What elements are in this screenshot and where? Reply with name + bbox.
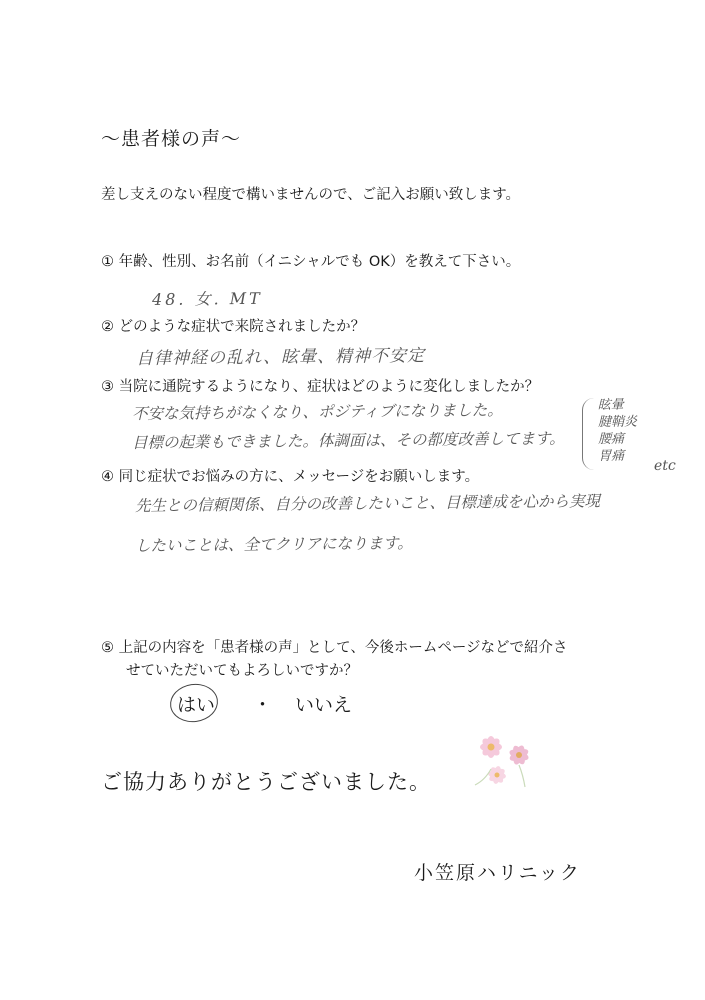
side-note-item: 腰痛	[598, 431, 625, 447]
question-5: ⑤ 上記の内容を「患者様の声」として、今後ホームページなどで紹介さ	[101, 640, 568, 656]
side-note-etc: etc	[653, 457, 676, 474]
consent-separator: ・	[253, 694, 273, 716]
cosmos-flower-illustration	[465, 725, 540, 795]
question-4: ④ 同じ症状でお悩みの方に、メッセージをお願いします。	[101, 469, 480, 485]
flower-icon	[475, 736, 530, 787]
answer-3-line-2: 目標の起業もできました。体調面は、その都度改善してます。	[131, 429, 565, 452]
thanks-message: ご協力ありがとうございました。	[101, 770, 431, 794]
question-3: ③ 当院に通院するようになり、症状はどのように変化しましたか？	[101, 379, 540, 395]
consent-yes-option[interactable]: はい	[177, 694, 216, 716]
consent-no-option[interactable]: いいえ	[295, 694, 353, 716]
side-note-item: 腱鞘炎	[597, 414, 638, 431]
side-note-item: 眩暈	[597, 397, 624, 414]
answer-3-line-1: 不安な気持ちがなくなり、ポジティブになりました。	[131, 401, 503, 423]
answer-4-line-2: したいことは、全てクリアになります。	[134, 534, 413, 555]
clinic-name: 小笠原ハリニック	[414, 862, 581, 884]
question-2: ② どのような症状で来院されましたか？	[101, 319, 366, 335]
answer-1: 48. 女. MT	[151, 288, 263, 309]
page-title: 〜患者様の声〜	[101, 128, 242, 150]
question-5-continued: せていただいてもよろしいですか？	[126, 663, 358, 679]
answer-2: 自律神経の乱れ、眩暈、精神不安定	[135, 345, 426, 369]
side-note-bracket	[582, 398, 595, 470]
intro-text: 差し支えのない程度で構いませんので、ご記入お願い致します。	[101, 187, 521, 203]
answer-4-line-1: 先生との信頼関係、自分の改善したいこと、目標達成を心から実現	[134, 492, 601, 515]
question-1: ① 年齢、性別、お名前（イニシャルでも OK）を教えて下さい。	[101, 254, 521, 270]
side-note-item: 胃痛	[598, 448, 625, 464]
side-note	[598, 396, 647, 464]
